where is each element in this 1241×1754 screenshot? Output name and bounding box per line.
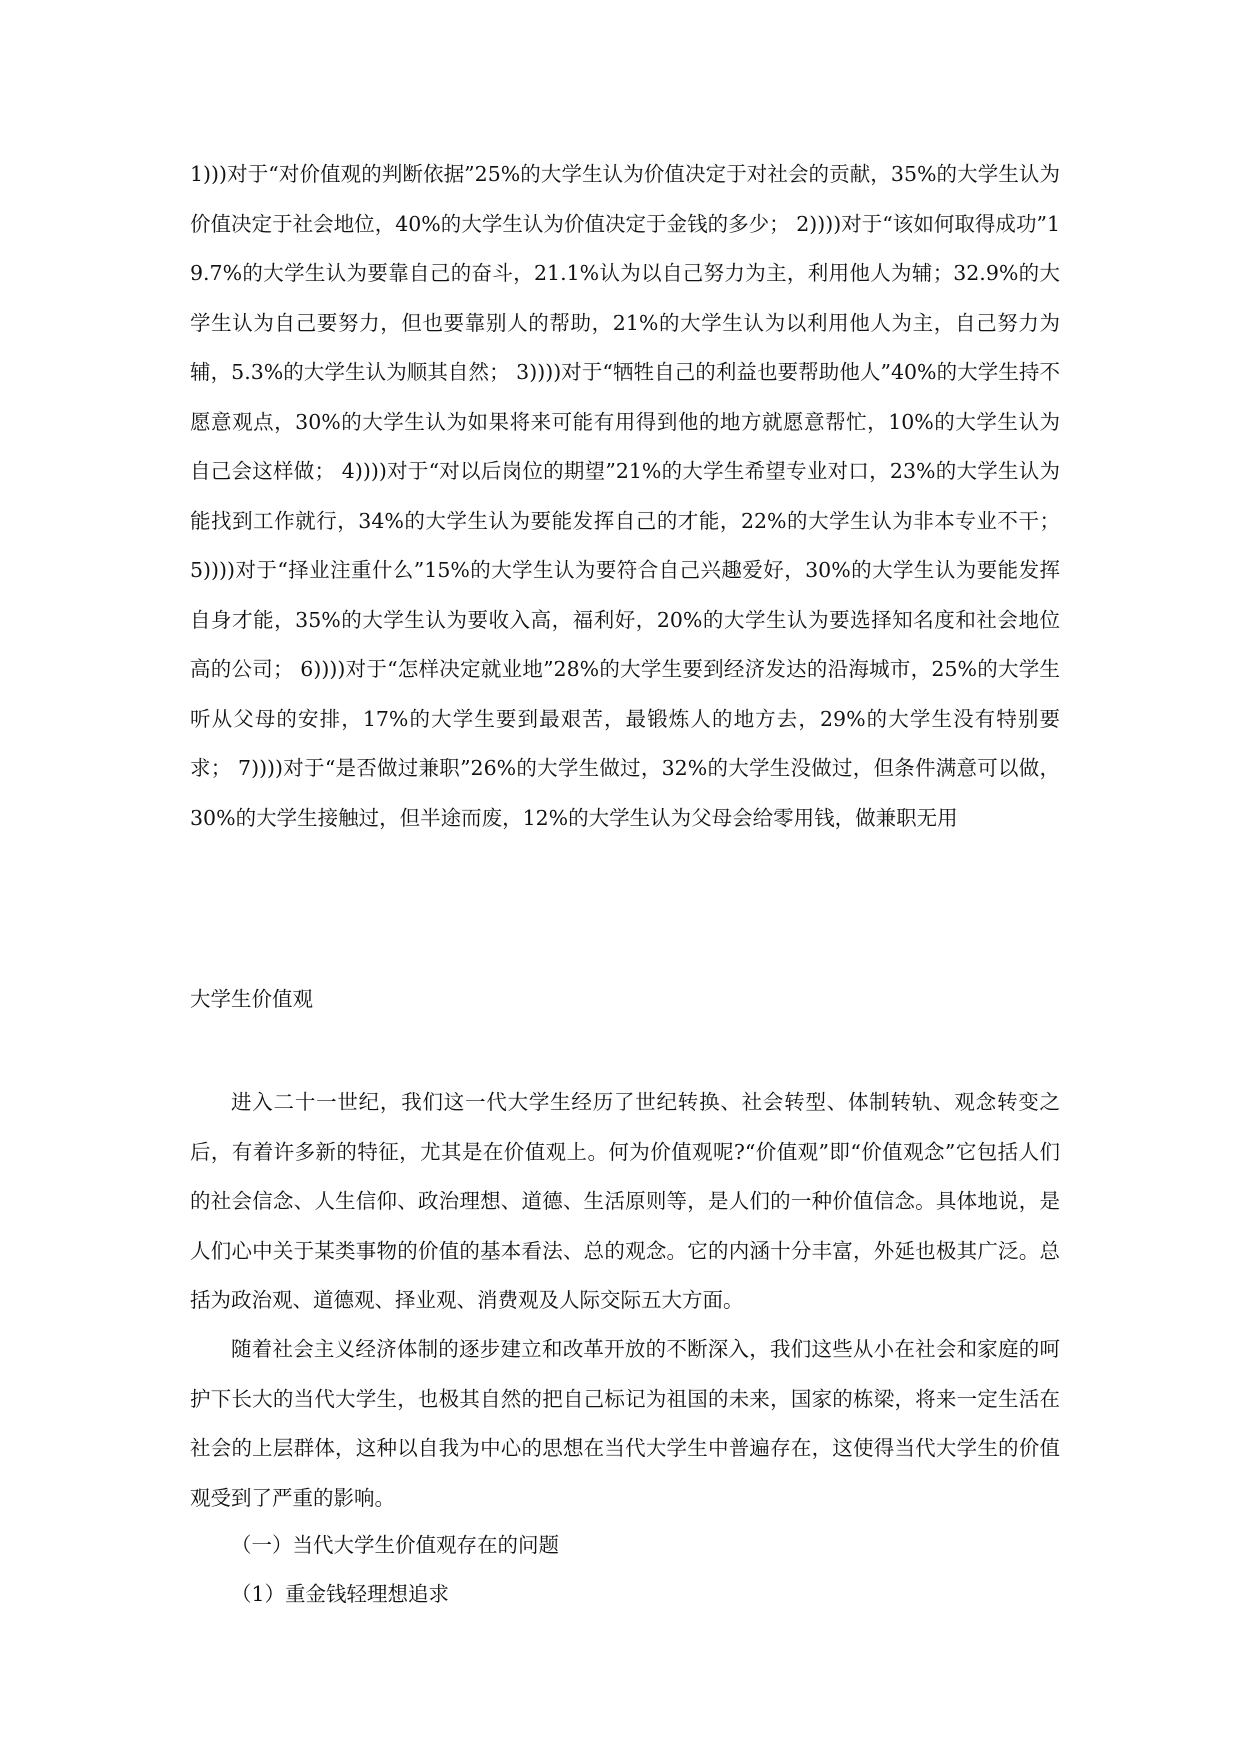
problems-heading: （一）当代大学生价值观存在的问题 — [231, 1533, 559, 1557]
survey-results-paragraph: 1)))对于“对价值观的判断依据”25%的大学生认为价值决定于对社会的贡献，35%的大学生认为价值决定于社会地位，40%的大学生认为价值决定于金钱的多少； 2))))对于“该如何取得成功”19.7%的大学生认为要靠自己的奋斗，21.1%认为以自己努力为主，利用他人为辅；32.9%的大学生认为自己要努力，但也要靠别人的帮助，21%的大学生认为以利用他人为主，自己努力为辅，5.3%的大学生认为顺其自然； 3))))对于“牺牲自己的利益也要帮助他人”40%的大学生持不愿意观点，30%的大学生认为如果将来可能有用得到他的地方就愿意帮忙，10%的大学生认为自己会这样做； 4))))对于“对以后岗位的期望”21%的大学生希望专业对口，23%的大学生认为能找到工作就行，34%的大学生认为要能发挥自己的才能，22%的大学生认为非本专业不干； 5))))对于“择业注重什么”15%的大学生认为要符合自己兴趣爱好，30%的大学生认为要能发挥自身才能，35%的大学生认为要收入高，福利好，20%的大学生认为要选择知名度和社会地位高的公司； 6))))对于“怎样决定就业地”28%的大学生要到经济发达的沿海城市，25%的大学生听从父母的安排，17%的大学生要到最艰苦，最锻炼人的地方去，29%的大学生没有特别要求； 7))))对于“是否做过兼职”26%的大学生做过，32%的大学生没做过，但条件满意可以做，30%的大学生接触过，但半途而废，12%的大学生认为父母会给零用钱，做兼职无用 — [190, 162, 1060, 830]
money-ideal-heading: （1）重金钱轻理想追求 — [231, 1582, 450, 1606]
intro-paragraph: 进入二十一世纪，我们这一代大学生经历了世纪转换、社会转型、体制转轨、观念转变之后，有着许多新的特征，尤其是在价值观上。何为价值观呢?“价值观”即“价值观念”它包括人们的社会信念、人生信仰、政治理想、道德、生活原则等，是人们的一种价值信念。具体地说，是人们心中关于某类事物的价值的基本看法、总的观念。它的内涵十分丰富，外延也极其广泛。总括为政治观、道德观、择业观、消费观及人际交际五大方面。 — [190, 1090, 1060, 1312]
section-title: 大学生价值观 — [190, 987, 313, 1011]
development-paragraph: 随着社会主义经济体制的逐步建立和改革开放的不断深入，我们这些从小在社会和家庭的呵护下长大的当代大学生，也极其自然的把自己标记为祖国的未来，国家的栋梁，将来一定生活在社会的上层群体，这种以自我为中心的思想在当代大学生中普遍存在，这使得当代大学生的价值观受到了严重的影响。 — [190, 1337, 1060, 1510]
